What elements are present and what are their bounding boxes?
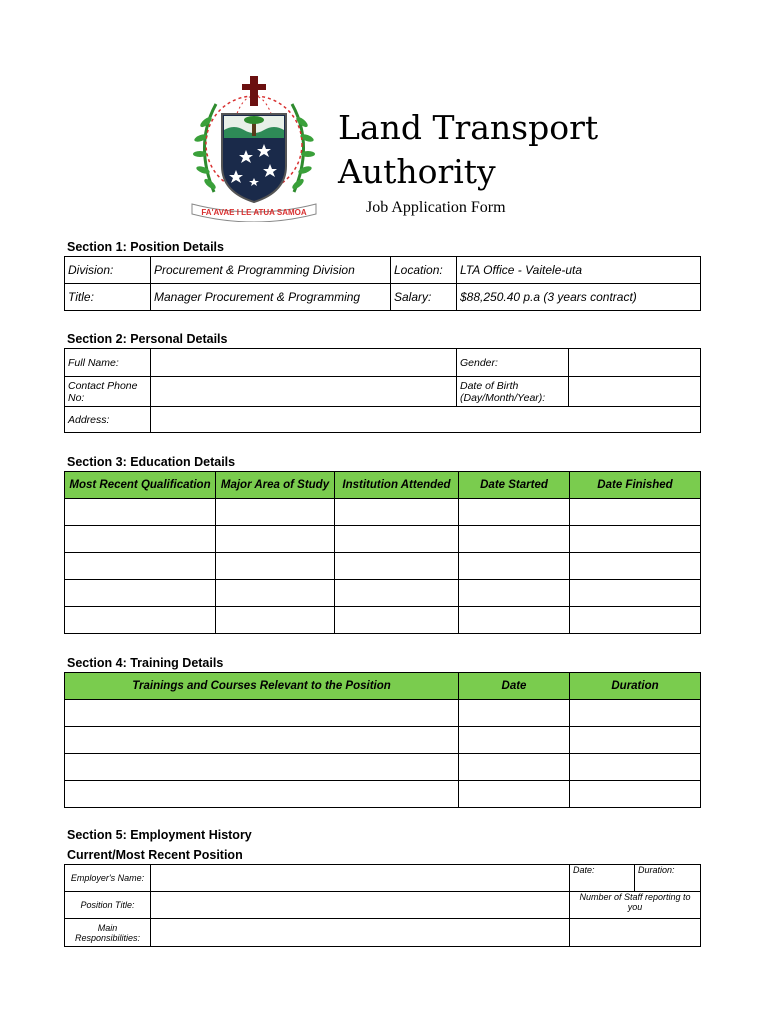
cell[interactable] [459,499,570,526]
dob-label: Date of Birth (Day/Month/Year): [457,377,569,407]
contact-phone-label: Contact Phone No: [65,377,151,407]
samoa-crest-logo [186,74,322,222]
logo-motto: FA'AVAE I LE ATUA SAMOA [201,208,307,217]
section5-title: Section 5: Employment History [67,828,252,842]
cell[interactable] [65,526,216,553]
col-qualification: Most Recent Qualification [65,472,216,499]
cell[interactable] [459,700,570,727]
cell[interactable] [65,499,216,526]
form-subtitle: Job Application Form [366,199,506,216]
cell[interactable] [570,700,701,727]
cell[interactable] [459,553,570,580]
col-major: Major Area of Study [216,472,335,499]
title-label: Title: [65,284,151,311]
brand-line-2: Authority [338,152,496,191]
cell[interactable] [216,553,335,580]
salary-value: $88,250.40 p.a (3 years contract) [457,284,701,311]
cell[interactable] [65,754,459,781]
cell[interactable] [335,607,459,634]
table-row [65,526,701,553]
col-institution: Institution Attended [335,472,459,499]
cell[interactable] [459,526,570,553]
main-responsibilities-field[interactable] [151,919,570,947]
personal-details-table [64,348,701,433]
division-label: Division: [65,257,151,284]
cell[interactable] [335,580,459,607]
cell[interactable] [570,553,701,580]
location-value: LTA Office - Vaitele-uta [457,257,701,284]
section4-title: Section 4: Training Details [67,656,224,670]
gender-field[interactable] [569,349,701,377]
table-row [65,781,701,808]
cell[interactable] [570,727,701,754]
full-name-field[interactable] [151,349,457,377]
table-row [65,580,701,607]
position-details-table [64,256,701,311]
address-field[interactable] [151,407,701,433]
col-date-finished: Date Finished [570,472,701,499]
cell[interactable] [65,727,459,754]
employer-field[interactable] [151,865,570,892]
cell[interactable] [570,580,701,607]
table-row [65,754,701,781]
cell[interactable] [216,607,335,634]
cell[interactable] [65,700,459,727]
position-title-field[interactable] [151,892,570,919]
location-label: Location: [391,257,457,284]
table-row [65,553,701,580]
employment-table [64,864,701,947]
col-date: Date [459,673,570,700]
col-date-started: Date Started [459,472,570,499]
cell[interactable] [65,553,216,580]
cell[interactable] [65,607,216,634]
section5-subtitle: Current/Most Recent Position [67,848,243,862]
table-row [65,700,701,727]
section3-title: Section 3: Education Details [67,455,236,469]
cell[interactable] [216,526,335,553]
section1-title: Section 1: Position Details [67,240,224,254]
title-value: Manager Procurement & Programming [151,284,391,311]
duration-label: Duration: [635,865,701,892]
table-row [65,727,701,754]
brand-line-1: Land Transport [338,108,599,147]
position-title-label: Position Title: [65,892,151,919]
cell[interactable] [570,754,701,781]
col-trainings: Trainings and Courses Relevant to the Position [65,673,459,700]
col-duration: Duration [570,673,701,700]
cell[interactable] [216,499,335,526]
employer-label: Employer's Name: [65,865,151,892]
cell[interactable] [65,781,459,808]
cell[interactable] [459,607,570,634]
staff-reporting-label: Number of Staff reporting to you [570,892,701,919]
cell[interactable] [459,781,570,808]
cell[interactable] [459,754,570,781]
cell[interactable] [65,580,216,607]
full-name-label: Full Name: [65,349,151,377]
date-label: Date: [570,865,635,892]
division-value: Procurement & Programming Division [151,257,391,284]
main-responsibilities-label: Main Responsibilities: [65,919,151,947]
training-table [64,672,701,808]
cell[interactable] [570,499,701,526]
table-row [65,607,701,634]
education-table [64,471,701,634]
contact-phone-field[interactable] [151,377,457,407]
cell[interactable] [570,607,701,634]
cell[interactable] [459,580,570,607]
cell[interactable] [335,553,459,580]
table-row [65,499,701,526]
cell[interactable] [216,580,335,607]
address-label: Address: [65,407,151,433]
staff-reporting-field[interactable] [570,919,701,947]
salary-label: Salary: [391,284,457,311]
gender-label: Gender: [457,349,569,377]
cell[interactable] [570,526,701,553]
section2-title: Section 2: Personal Details [67,332,228,346]
cell[interactable] [335,526,459,553]
cell[interactable] [335,499,459,526]
cell[interactable] [570,781,701,808]
dob-field[interactable] [569,377,701,407]
cell[interactable] [459,727,570,754]
